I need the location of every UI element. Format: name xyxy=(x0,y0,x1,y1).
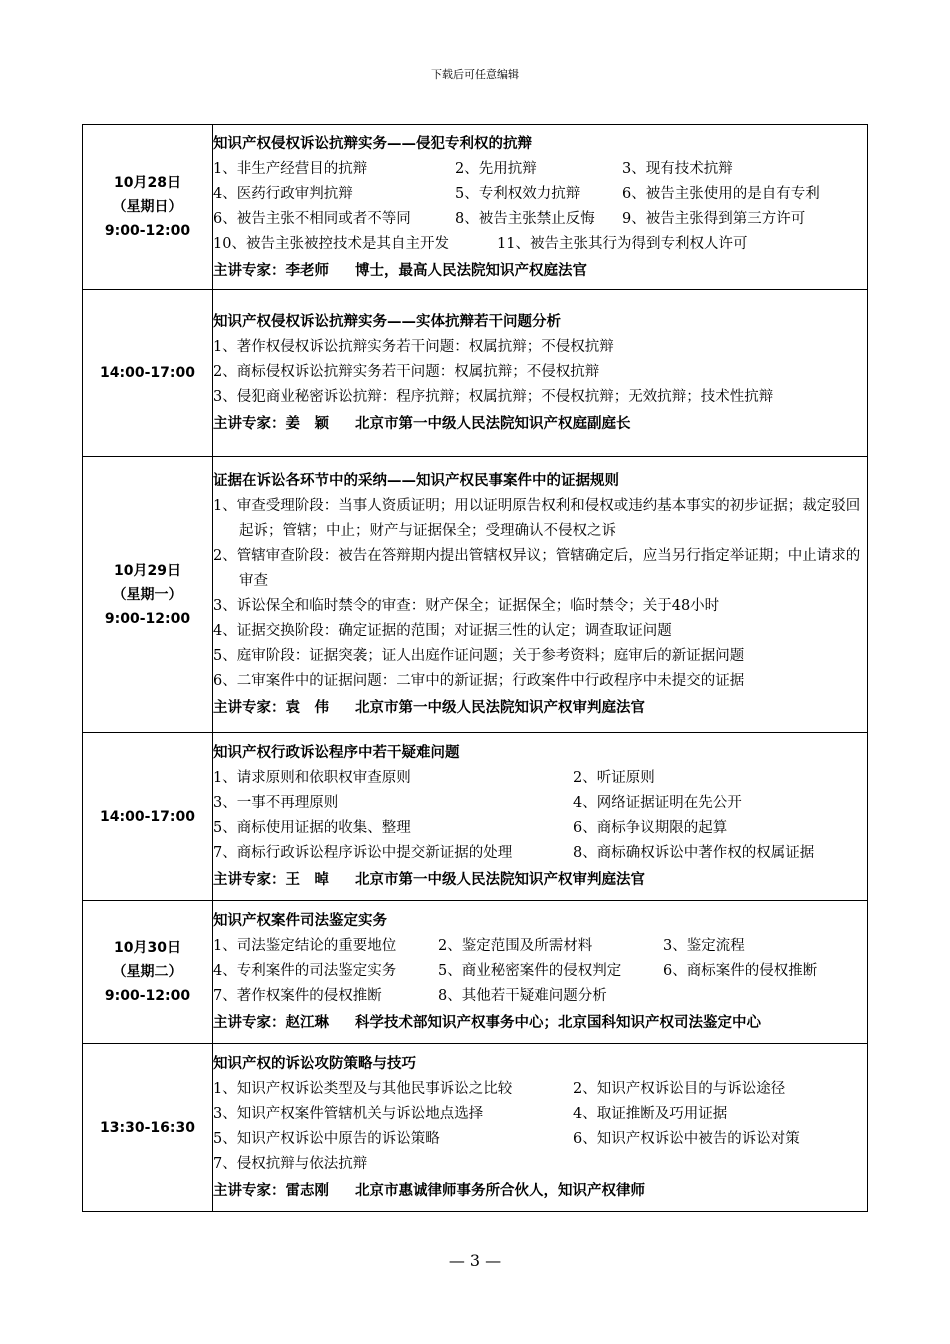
list-item: 4、网络证据证明在先公开 xyxy=(573,795,742,811)
list-item: 5、庭审阶段：证据突袭；证人出庭作证问题；关于参考资料；庭审后的新证据问题 xyxy=(213,648,745,664)
list-item: 5、商标使用证据的收集、整理 xyxy=(213,820,411,836)
list-item: 2、听证原则 xyxy=(573,770,655,786)
list-item: 1、知识产权诉讼类型及与其他民事诉讼之比较 xyxy=(213,1081,513,1097)
list-item: 2、先用抗辩 xyxy=(455,160,537,177)
session-content xyxy=(213,457,868,733)
list-item: 11、被告主张其行为得到专利权人许可 xyxy=(497,235,748,252)
list-item: 7、商标行政诉讼程序诉讼中提交新证据的处理 xyxy=(213,845,513,861)
table-row xyxy=(83,457,868,733)
speaker-org: 北京市第一中级人民法院知识产权庭副庭长 xyxy=(355,415,631,432)
list-item: 9、被告主张得到第三方许可 xyxy=(622,210,806,227)
list-item: 1、非生产经营目的抗辩 xyxy=(213,160,368,177)
speaker-label: 主讲专家：赵江琳 xyxy=(213,1014,329,1031)
list-item: 10、被告主张被控技术是其自主开发 xyxy=(213,235,449,252)
list-item: 6、被告主张不相同或者不等同 xyxy=(213,210,411,227)
table-row xyxy=(83,125,868,290)
list-item: 2、管辖审查阶段：被告在答辩期内提出管辖权异议；管辖确定后，应当另行指定举证期；中止请求的审查 xyxy=(213,548,861,589)
speaker-org: 北京市第一中级人民法院知识产权审判庭法官 xyxy=(355,871,645,888)
schedule-table xyxy=(82,124,868,1212)
speaker-label: 主讲专家：王 晫 xyxy=(213,871,329,888)
list-item: 2、知识产权诉讼目的与诉讼途径 xyxy=(573,1081,786,1097)
speaker xyxy=(213,410,867,437)
speaker xyxy=(213,257,867,284)
list-item: 1、审查受理阶段：当事人资质证明；用以证明原告权利和侵权或违约基本事实的初步证据；裁定驳回起诉；管辖；中止；财产与证据保全；受理确认不侵权之诉 xyxy=(213,498,861,539)
time-cell xyxy=(83,1044,213,1212)
weekday-label: （星期日） xyxy=(112,199,183,215)
list-item: 4、证据交换阶段：确定证据的范围；对证据三性的认定；调查取证问题 xyxy=(213,623,672,639)
session-title: 知识产权行政诉讼程序中若干疑难问题 xyxy=(213,744,460,761)
list-item: 6、知识产权诉讼中被告的诉讼对策 xyxy=(573,1131,800,1147)
session-content xyxy=(213,290,868,457)
speaker-org: 北京市惠诚律师事务所合伙人，知识产权律师 xyxy=(355,1182,645,1199)
page-number: — 3 — xyxy=(448,1251,502,1270)
speaker xyxy=(213,694,867,721)
list-item: 8、商标确权诉讼中著作权的权属证据 xyxy=(573,845,815,861)
list-item: 5、商业秘密案件的侵权判定 xyxy=(438,963,622,979)
time-label: 14:00-17:00 xyxy=(100,808,195,825)
weekday-label: （星期二） xyxy=(112,964,183,980)
time-cell xyxy=(83,457,213,733)
speaker-org: 北京市第一中级人民法院知识产权审判庭法官 xyxy=(355,699,645,716)
session-title: 知识产权的诉讼攻防策略与技巧 xyxy=(213,1055,416,1072)
table-row xyxy=(83,901,868,1044)
list-item: 6、被告主张使用的是自有专利 xyxy=(622,185,820,202)
list-item: 8、被告主张禁止反悔 xyxy=(455,210,595,227)
time-cell xyxy=(83,733,213,901)
session-title: 知识产权侵权诉讼抗辩实务——侵犯专利权的抗辩 xyxy=(213,134,532,152)
list-item: 1、司法鉴定结论的重要地位 xyxy=(213,938,397,954)
list-item: 8、其他若干疑难问题分析 xyxy=(438,988,607,1004)
table-row xyxy=(83,1044,868,1212)
speaker-label: 主讲专家：姜 颖 xyxy=(213,415,329,432)
time-cell xyxy=(83,125,213,290)
date-label: 10月30日 xyxy=(114,940,181,956)
speaker-org: 博士，最高人民法院知识产权庭法官 xyxy=(355,261,587,279)
date-label: 10月28日 xyxy=(114,175,181,191)
list-item: 3、现有技术抗辩 xyxy=(622,160,733,177)
session-title: 知识产权案件司法鉴定实务 xyxy=(213,912,387,929)
time-label: 9:00-12:00 xyxy=(104,988,191,1004)
list-item: 4、取证推断及巧用证据 xyxy=(573,1106,728,1122)
speaker xyxy=(213,1177,867,1204)
session-content xyxy=(213,1044,868,1212)
list-item: 1、著作权侵权诉讼抗辩实务若干问题：权属抗辩；不侵权抗辩 xyxy=(213,339,614,355)
list-item: 3、一事不再理原则 xyxy=(213,795,339,811)
list-item: 1、请求原则和依职权审查原则 xyxy=(213,770,411,786)
list-item: 6、商标案件的侵权推断 xyxy=(663,963,818,979)
table-row xyxy=(83,290,868,457)
table-row xyxy=(83,733,868,901)
list-item: 4、专利案件的司法鉴定实务 xyxy=(213,963,397,979)
list-item: 4、医药行政审判抗辩 xyxy=(213,185,353,202)
list-item: 5、知识产权诉讼中原告的诉讼策略 xyxy=(213,1131,440,1147)
list-item: 3、知识产权案件管辖机关与诉讼地点选择 xyxy=(213,1106,484,1122)
speaker-label: 主讲专家：袁 伟 xyxy=(213,699,329,716)
speaker-label: 主讲专家：李老师 xyxy=(213,261,329,279)
list-item: 7、著作权案件的侵权推断 xyxy=(213,988,382,1004)
speaker-org: 科学技术部知识产权事务中心；北京国科知识产权司法鉴定中心 xyxy=(355,1014,761,1031)
time-label: 9:00-12:00 xyxy=(104,610,191,627)
time-label: 14:00-17:00 xyxy=(100,365,195,381)
list-item: 6、二审案件中的证据问题：二审中的新证据；行政案件中行政程序中未提交的证据 xyxy=(213,673,745,689)
list-item: 2、鉴定范围及所需材料 xyxy=(438,938,593,954)
list-item: 6、商标争议期限的起算 xyxy=(573,820,728,836)
session-content xyxy=(213,733,868,901)
session-content xyxy=(213,125,868,290)
list-item: 7、侵权抗辩与依法抗辩 xyxy=(213,1156,368,1172)
weekday-label: （星期一） xyxy=(112,586,183,603)
speaker-label: 主讲专家：雷志刚 xyxy=(213,1182,329,1199)
list-item: 3、侵犯商业秘密诉讼抗辩：程序抗辩；权属抗辩；不侵权抗辩；无效抗辩；技术性抗辩 xyxy=(213,389,774,405)
session-content xyxy=(213,901,868,1044)
list-item: 3、鉴定流程 xyxy=(663,938,745,954)
session-title: 证据在诉讼各环节中的采纳——知识产权民事案件中的证据规则 xyxy=(213,472,619,489)
header-note: 下载后可任意编辑 xyxy=(431,68,519,81)
session-title: 知识产权侵权诉讼抗辩实务——实体抗辩若干问题分析 xyxy=(213,313,561,330)
speaker xyxy=(213,866,867,893)
time-cell xyxy=(83,901,213,1044)
time-label: 9:00-12:00 xyxy=(104,223,191,239)
list-item: 5、专利权效力抗辩 xyxy=(455,185,581,202)
time-label: 13:30-16:30 xyxy=(100,1119,195,1136)
list-item: 3、诉讼保全和临时禁令的审查：财产保全；证据保全；临时禁令；关于48小时 xyxy=(213,598,720,614)
list-item: 2、商标侵权诉讼抗辩实务若干问题：权属抗辩；不侵权抗辩 xyxy=(213,364,600,380)
speaker xyxy=(213,1009,867,1036)
time-cell xyxy=(83,290,213,457)
date-label: 10月29日 xyxy=(114,562,181,579)
